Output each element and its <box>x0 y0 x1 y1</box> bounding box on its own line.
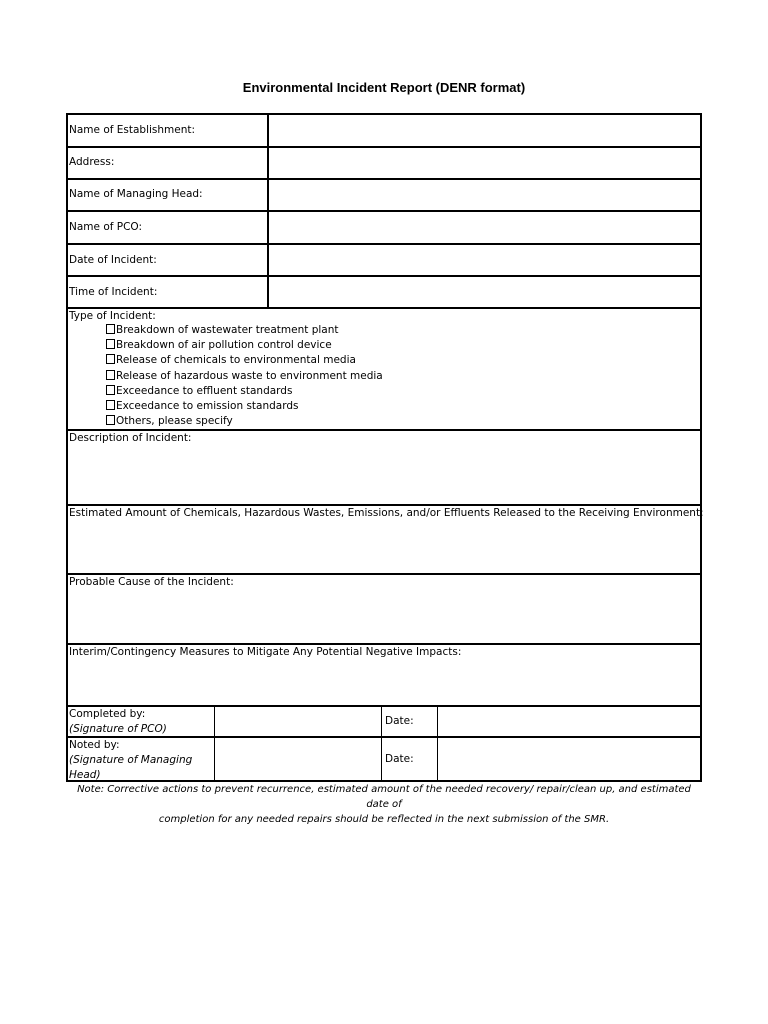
completed-by-label: Completed by: <box>69 708 146 720</box>
row-probable-cause[interactable] <box>68 575 700 645</box>
incident-type-label: Type of Incident: <box>69 310 156 322</box>
row-pco <box>68 212 700 245</box>
checkbox-icon[interactable] <box>106 370 115 380</box>
interim-measures-label: Interim/Contingency Measures to Mitigate Any Potential Negative Impacts: <box>69 646 462 658</box>
footnote-line-1: Note: Corrective actions to prevent recurrence, estimated amount of the needed recovery/ repair/clean up, and estimated date of <box>77 784 691 810</box>
checkbox-icon[interactable] <box>106 385 115 395</box>
establishment-label: Name of Establishment: <box>69 124 196 136</box>
footnote <box>66 782 702 827</box>
establishment-value-field[interactable] <box>269 115 700 146</box>
footnote-line-2: completion for any needed repairs should be reflected in the next submission of the SMR. <box>158 814 610 825</box>
noted-by-sublabel-line2: Head) <box>69 769 101 781</box>
completed-date-label: Date: <box>385 715 414 727</box>
address-label: Address: <box>69 156 115 168</box>
time-value-field[interactable] <box>269 277 700 307</box>
incident-type-option[interactable]: Breakdown of air pollution control device <box>106 338 383 353</box>
date-label: Date of Incident: <box>69 254 157 266</box>
incident-type-option[interactable]: Exceedance to effluent standards <box>106 384 383 399</box>
checkbox-icon[interactable] <box>106 324 115 334</box>
address-value-field[interactable] <box>269 148 700 178</box>
incident-report-form <box>66 113 702 782</box>
incident-type-option[interactable]: Release of chemicals to environmental media <box>106 353 383 368</box>
time-label: Time of Incident: <box>69 286 158 298</box>
estimated-amount-label: Estimated Amount of Chemicals, Hazardous Wastes, Emissions, and/or Effluents Released to the Receiving Environment: <box>69 507 704 519</box>
noted-date-label: Date: <box>385 753 414 765</box>
row-address <box>68 148 700 180</box>
row-description[interactable] <box>68 431 700 506</box>
description-label: Description of Incident: <box>69 432 192 444</box>
row-incident-type <box>68 309 700 431</box>
checkbox-icon[interactable] <box>106 415 115 425</box>
incident-type-option[interactable]: Others, please specify <box>106 414 383 429</box>
row-estimated-amount[interactable] <box>68 506 704 575</box>
checkbox-icon[interactable] <box>106 400 115 410</box>
managing-head-label: Name of Managing Head: <box>69 188 203 200</box>
date-value-field[interactable] <box>269 245 700 275</box>
row-date <box>68 245 700 277</box>
noted-by-sublabel-line1: (Signature of Managing <box>69 754 193 766</box>
column-divider <box>381 738 382 782</box>
noted-by-label: Noted by: <box>69 739 120 751</box>
pco-value-field[interactable] <box>269 212 700 243</box>
pco-signature-field[interactable] <box>215 707 381 736</box>
pco-label: Name of PCO: <box>69 221 143 233</box>
incident-type-option[interactable]: Release of hazardous waste to environment media <box>106 369 383 384</box>
completed-date-field[interactable] <box>438 707 700 736</box>
row-managing-head <box>68 180 700 212</box>
noted-date-field[interactable] <box>438 738 700 782</box>
incident-type-checklist <box>106 323 383 429</box>
row-completed-by <box>68 707 700 738</box>
completed-by-sublabel: (Signature of PCO) <box>69 723 167 735</box>
column-divider <box>381 707 382 736</box>
page-title: Environmental Incident Report (DENR format) <box>242 80 526 95</box>
row-time <box>68 277 700 309</box>
incident-type-option[interactable]: Exceedance to emission standards <box>106 399 383 414</box>
checkbox-icon[interactable] <box>106 354 115 364</box>
checkbox-icon[interactable] <box>106 339 115 349</box>
managing-head-value-field[interactable] <box>269 180 700 210</box>
row-establishment <box>68 115 700 148</box>
row-interim-measures[interactable] <box>68 645 700 707</box>
probable-cause-label: Probable Cause of the Incident: <box>69 576 234 588</box>
managing-head-signature-field[interactable] <box>215 738 381 782</box>
incident-type-option[interactable]: Breakdown of wastewater treatment plant <box>106 323 383 338</box>
row-noted-by <box>68 738 700 782</box>
